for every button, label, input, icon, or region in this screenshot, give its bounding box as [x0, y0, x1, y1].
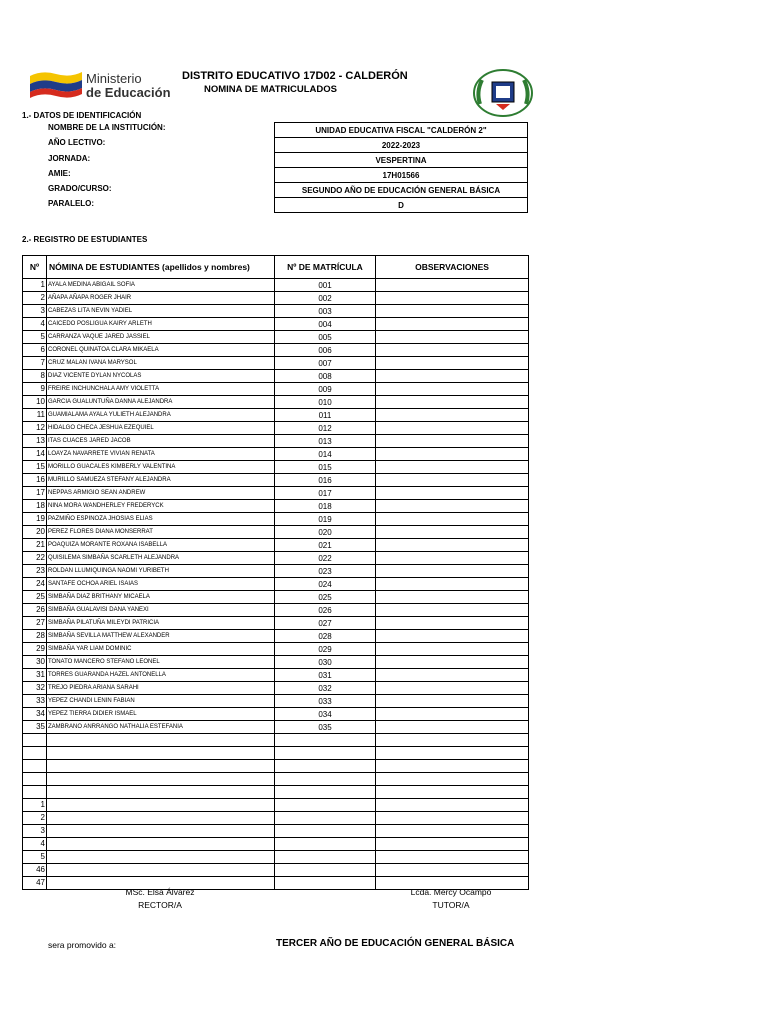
table-row: [23, 279, 529, 292]
student-number: 35: [23, 721, 47, 734]
student-observaciones: [376, 331, 529, 344]
student-name: [47, 864, 275, 877]
student-number: 4: [23, 838, 47, 851]
header-num: Nº: [23, 256, 47, 279]
student-number: 1: [23, 799, 47, 812]
student-matricula: 028: [275, 630, 376, 643]
student-number: [23, 786, 47, 799]
student-name: ROLDAN LLUMIQUINGA NAOMI YURIBETH: [47, 565, 275, 578]
student-matricula: 013: [275, 435, 376, 448]
table-row: [23, 487, 529, 500]
student-number: 46: [23, 864, 47, 877]
table-row: [23, 565, 529, 578]
student-observaciones: [376, 318, 529, 331]
tutor-name: Lcda. Mercy Ocampo: [410, 887, 492, 897]
student-number: 34: [23, 708, 47, 721]
student-matricula: 030: [275, 656, 376, 669]
table-row: [23, 526, 529, 539]
table-row: [23, 838, 529, 851]
student-observaciones: [376, 396, 529, 409]
table-row: [23, 721, 529, 734]
student-name: PEREZ FLORES DIANA MONSERRAT: [47, 526, 275, 539]
student-observaciones: [376, 305, 529, 318]
student-observaciones: [376, 669, 529, 682]
student-name: GUAMIALAMA AYALA YULIETH ALEJANDRA: [47, 409, 275, 422]
student-number: 9: [23, 383, 47, 396]
value-grado: SEGUNDO AÑO DE EDUCACIÓN GENERAL BÁSICA: [275, 183, 528, 198]
student-matricula: [275, 877, 376, 890]
student-observaciones: [376, 604, 529, 617]
label-paralelo: PARALELO:: [48, 199, 95, 208]
student-observaciones: [376, 656, 529, 669]
student-number: 4: [23, 318, 47, 331]
table-row: [23, 708, 529, 721]
label-anio-lectivo: AÑO LECTIVO:: [48, 138, 106, 147]
student-matricula: 014: [275, 448, 376, 461]
student-matricula: 033: [275, 695, 376, 708]
student-observaciones: [376, 864, 529, 877]
student-number: 12: [23, 422, 47, 435]
student-number: [23, 747, 47, 760]
table-row: [23, 578, 529, 591]
table-row: [23, 409, 529, 422]
table-row: [23, 786, 529, 799]
student-number: 11: [23, 409, 47, 422]
student-number: 28: [23, 630, 47, 643]
student-matricula: [275, 747, 376, 760]
student-matricula: 018: [275, 500, 376, 513]
student-matricula: 002: [275, 292, 376, 305]
student-observaciones: [376, 760, 529, 773]
student-name: [47, 760, 275, 773]
student-number: 5: [23, 331, 47, 344]
student-number: 33: [23, 695, 47, 708]
student-observaciones: [376, 513, 529, 526]
student-observaciones: [376, 435, 529, 448]
student-observaciones: [376, 422, 529, 435]
student-matricula: 011: [275, 409, 376, 422]
student-observaciones: [376, 591, 529, 604]
student-name: TONATO MANCERO STEFANO LEONEL: [47, 656, 275, 669]
student-matricula: 012: [275, 422, 376, 435]
label-institucion: NOMBRE DE LA INSTITUCIÓN:: [48, 123, 166, 132]
student-observaciones: [376, 370, 529, 383]
table-row: [23, 695, 529, 708]
student-matricula: 027: [275, 617, 376, 630]
page-subtitle: NOMINA DE MATRICULADOS: [204, 84, 337, 95]
student-number: [23, 734, 47, 747]
student-name: [47, 786, 275, 799]
student-matricula: 026: [275, 604, 376, 617]
table-row: [23, 669, 529, 682]
table-row: [23, 799, 529, 812]
student-name: PAZMIÑO ESPINOZA JHOSIAS ELIAS: [47, 513, 275, 526]
header-nomina: NÓMINA DE ESTUDIANTES (apellidos y nombres): [47, 256, 275, 279]
student-matricula: 032: [275, 682, 376, 695]
student-name: CAICEDO POSLIGUA KAIRY ARLETH: [47, 318, 275, 331]
student-matricula: 004: [275, 318, 376, 331]
student-number: 47: [23, 877, 47, 890]
student-number: 27: [23, 617, 47, 630]
student-matricula: 001: [275, 279, 376, 292]
student-matricula: 029: [275, 643, 376, 656]
student-number: [23, 773, 47, 786]
table-row: [23, 318, 529, 331]
students-table-header: [23, 256, 529, 279]
student-number: 7: [23, 357, 47, 370]
value-paralelo: D: [275, 198, 528, 213]
student-name: [47, 747, 275, 760]
student-observaciones: [376, 526, 529, 539]
table-row: [23, 474, 529, 487]
student-number: 29: [23, 643, 47, 656]
student-matricula: 021: [275, 539, 376, 552]
table-row: [23, 435, 529, 448]
student-name: NINA MORA WANDHERLEY FREDERYCK: [47, 500, 275, 513]
student-name: HIDALGO CHECA JESHUA EZEQUIEL: [47, 422, 275, 435]
student-matricula: [275, 812, 376, 825]
student-number: 2: [23, 292, 47, 305]
student-number: 30: [23, 656, 47, 669]
student-matricula: [275, 838, 376, 851]
table-row: [23, 331, 529, 344]
table-row: [23, 747, 529, 760]
student-name: DIAZ VICENTE DYLAN NYCOLAS: [47, 370, 275, 383]
ministerio-logo: [28, 66, 176, 102]
table-row: [23, 682, 529, 695]
table-row: [23, 500, 529, 513]
student-matricula: 008: [275, 370, 376, 383]
student-name: QUISILEMA SIMBAÑA SCARLETH ALEJANDRA: [47, 552, 275, 565]
student-observaciones: [376, 630, 529, 643]
student-name: SANTAFE OCHOA ARIEL ISAIAS: [47, 578, 275, 591]
student-observaciones: [376, 565, 529, 578]
table-row: [23, 591, 529, 604]
student-observaciones: [376, 344, 529, 357]
student-matricula: [275, 851, 376, 864]
student-observaciones: [376, 500, 529, 513]
table-row: [23, 461, 529, 474]
student-name: [47, 851, 275, 864]
student-number: 22: [23, 552, 47, 565]
student-matricula: 017: [275, 487, 376, 500]
table-row: [23, 396, 529, 409]
student-number: 31: [23, 669, 47, 682]
student-name: ZAMBRANO ANRRANGO NATHALIA ESTEFANIA: [47, 721, 275, 734]
student-observaciones: [376, 539, 529, 552]
student-name: [47, 734, 275, 747]
table-row: [23, 760, 529, 773]
student-observaciones: [376, 708, 529, 721]
student-name: CRUZ MALAN IVANA MARYSOL: [47, 357, 275, 370]
student-name: [47, 799, 275, 812]
student-number: 32: [23, 682, 47, 695]
rector-name: MSc. Elsa Álvarez: [125, 887, 195, 897]
student-observaciones: [376, 461, 529, 474]
student-number: 1: [23, 279, 47, 292]
student-observaciones: [376, 578, 529, 591]
student-matricula: 035: [275, 721, 376, 734]
table-row: [23, 292, 529, 305]
label-grado: GRADO/CURSO:: [48, 184, 112, 193]
identification-table: [274, 122, 528, 213]
student-name: FREIRE INCHUNCHALA AMY VIOLETTA: [47, 383, 275, 396]
table-row: [23, 344, 529, 357]
student-number: 6: [23, 344, 47, 357]
student-observaciones: [376, 851, 529, 864]
student-matricula: 007: [275, 357, 376, 370]
rector-title: RECTOR/A: [138, 900, 182, 910]
student-name: NEPPAS ARMIGIO SEAN ANDREW: [47, 487, 275, 500]
section1-title: 1.- DATOS DE IDENTIFICACIÓN: [22, 111, 142, 120]
student-number: 16: [23, 474, 47, 487]
student-name: [47, 812, 275, 825]
student-observaciones: [376, 448, 529, 461]
header-matricula: Nº DE MATRÍCULA: [275, 256, 376, 279]
student-matricula: 009: [275, 383, 376, 396]
student-matricula: 019: [275, 513, 376, 526]
student-observaciones: [376, 721, 529, 734]
student-number: 19: [23, 513, 47, 526]
student-observaciones: [376, 825, 529, 838]
student-number: [23, 760, 47, 773]
student-number: 25: [23, 591, 47, 604]
table-row: [23, 305, 529, 318]
students-table: [22, 255, 529, 890]
student-number: 8: [23, 370, 47, 383]
student-matricula: 023: [275, 565, 376, 578]
student-name: MORILLO GUACALES KIMBERLY VALENTINA: [47, 461, 275, 474]
student-observaciones: [376, 838, 529, 851]
student-matricula: [275, 799, 376, 812]
student-name: MURILLO SAMUEZA STEFANY ALEJANDRA: [47, 474, 275, 487]
student-number: 14: [23, 448, 47, 461]
value-amie: 17H01566: [275, 168, 528, 183]
student-matricula: [275, 773, 376, 786]
table-row: [23, 357, 529, 370]
student-observaciones: [376, 812, 529, 825]
page-title: DISTRITO EDUCATIVO 17D02 - CALDERÓN: [182, 70, 408, 82]
student-observaciones: [376, 383, 529, 396]
value-jornada: VESPERTINA: [275, 153, 528, 168]
student-observaciones: [376, 773, 529, 786]
student-observaciones: [376, 357, 529, 370]
student-matricula: 006: [275, 344, 376, 357]
student-matricula: 034: [275, 708, 376, 721]
student-observaciones: [376, 799, 529, 812]
student-matricula: 022: [275, 552, 376, 565]
table-row: [23, 825, 529, 838]
student-matricula: 031: [275, 669, 376, 682]
student-number: 3: [23, 305, 47, 318]
table-row: [23, 383, 529, 396]
student-name: LOAYZA NAVARRETE VIVIAN RENATA: [47, 448, 275, 461]
school-seal-logo: [472, 68, 534, 118]
table-row: [23, 448, 529, 461]
student-number: 13: [23, 435, 47, 448]
student-matricula: [275, 864, 376, 877]
logo-text-line1: Ministerio: [86, 71, 142, 86]
student-observaciones: [376, 617, 529, 630]
table-row: [23, 734, 529, 747]
student-number: 17: [23, 487, 47, 500]
ministerio-flag-icon: [28, 68, 84, 98]
label-jornada: JORNADA:: [48, 154, 91, 163]
tutor-title: TUTOR/A: [432, 900, 470, 910]
student-number: 15: [23, 461, 47, 474]
student-observaciones: [376, 292, 529, 305]
student-observaciones: [376, 747, 529, 760]
student-matricula: [275, 734, 376, 747]
student-name: SIMBAÑA GUALAVISI DANA YANEXI: [47, 604, 275, 617]
student-name: AYALA MEDINA ABIGAIL SOFIA: [47, 279, 275, 292]
value-institucion: UNIDAD EDUCATIVA FISCAL "CALDERÓN 2": [275, 123, 528, 138]
table-row: [23, 656, 529, 669]
student-observaciones: [376, 682, 529, 695]
header-observaciones: OBSERVACIONES: [376, 256, 529, 279]
table-row: [23, 851, 529, 864]
student-matricula: 005: [275, 331, 376, 344]
student-name: YEPEZ TIERRA DIDIER ISMAEL: [47, 708, 275, 721]
student-number: 5: [23, 851, 47, 864]
student-number: 21: [23, 539, 47, 552]
student-name: GARCIA GUALUNTUÑA DANNA ALEJANDRA: [47, 396, 275, 409]
student-name: SIMBAÑA PILATUÑA MILEYDI PATRICIA: [47, 617, 275, 630]
student-matricula: 024: [275, 578, 376, 591]
student-number: 26: [23, 604, 47, 617]
student-matricula: [275, 825, 376, 838]
logo-text-line2: de Educación: [86, 85, 171, 100]
student-matricula: 003: [275, 305, 376, 318]
student-observaciones: [376, 279, 529, 292]
student-name: AÑAPA AÑAPA ROGER JHAIR: [47, 292, 275, 305]
table-row: [23, 539, 529, 552]
student-observaciones: [376, 695, 529, 708]
student-matricula: 015: [275, 461, 376, 474]
student-observaciones: [376, 734, 529, 747]
student-observaciones: [376, 409, 529, 422]
student-number: 24: [23, 578, 47, 591]
student-number: 18: [23, 500, 47, 513]
student-matricula: 020: [275, 526, 376, 539]
student-name: SIMBAÑA YAR LIAM DOMINIC: [47, 643, 275, 656]
table-row: [23, 773, 529, 786]
student-name: SIMBAÑA DIAZ BRITHANY MICAELA: [47, 591, 275, 604]
student-observaciones: [376, 786, 529, 799]
student-number: 2: [23, 812, 47, 825]
student-name: CARRANZA VAQUE JARED JASSIEL: [47, 331, 275, 344]
student-observaciones: [376, 474, 529, 487]
student-name: YEPEZ CHANDI LENIN FABIAN: [47, 695, 275, 708]
student-matricula: 016: [275, 474, 376, 487]
table-row: [23, 604, 529, 617]
table-row: [23, 552, 529, 565]
student-name: POAQUIZA MORANTE ROXANA ISABELLA: [47, 539, 275, 552]
value-anio-lectivo: 2022-2023: [275, 138, 528, 153]
student-number: 10: [23, 396, 47, 409]
student-observaciones: [376, 552, 529, 565]
student-number: 3: [23, 825, 47, 838]
student-name: [47, 773, 275, 786]
student-number: 20: [23, 526, 47, 539]
student-number: 23: [23, 565, 47, 578]
student-matricula: [275, 786, 376, 799]
promotion-value: TERCER AÑO DE EDUCACIÓN GENERAL BÁSICA: [276, 938, 515, 949]
student-observaciones: [376, 487, 529, 500]
table-row: [23, 630, 529, 643]
student-observaciones: [376, 643, 529, 656]
table-row: [23, 513, 529, 526]
student-name: CABEZAS LITA NEVIN YADIEL: [47, 305, 275, 318]
student-name: TREJO PIEDRA ARIANA SARAHI: [47, 682, 275, 695]
student-name: [47, 838, 275, 851]
school-seal-icon: [472, 68, 534, 118]
table-row: [23, 617, 529, 630]
student-name: [47, 825, 275, 838]
student-matricula: 010: [275, 396, 376, 409]
promotion-label: sera promovido a:: [48, 940, 117, 950]
table-row: [23, 643, 529, 656]
student-name: TORRES GUARANDA HAZEL ANTONELLA: [47, 669, 275, 682]
table-row: [23, 422, 529, 435]
student-name: SIMBAÑA SEVILLA MATTHEW ALEXANDER: [47, 630, 275, 643]
label-amie: AMIE:: [48, 169, 71, 178]
student-name: CORONEL QUINATOA CLARA MIKAELA: [47, 344, 275, 357]
table-row: [23, 370, 529, 383]
table-row: [23, 812, 529, 825]
section2-title: 2.- REGISTRO DE ESTUDIANTES: [22, 235, 148, 244]
student-name: ITAS CUACES JARED JACOB: [47, 435, 275, 448]
student-matricula: [275, 760, 376, 773]
table-row: [23, 864, 529, 877]
student-matricula: 025: [275, 591, 376, 604]
